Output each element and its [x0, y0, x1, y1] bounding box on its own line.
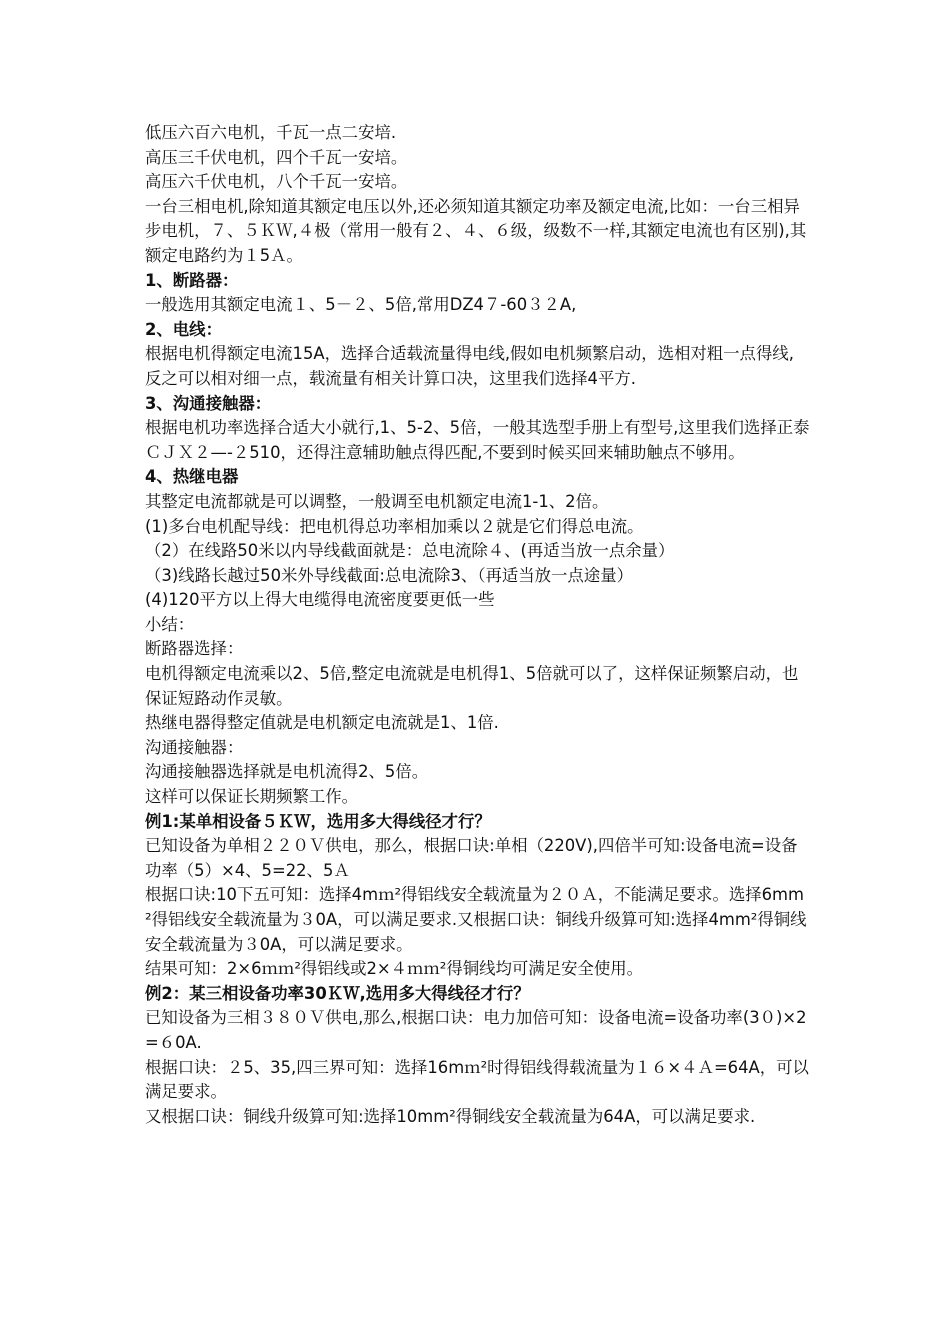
paragraph-example-1-calc: 根据口诀:10下五可知：选择4mｍ²得铝线安全载流量为２０Ａ，不能满足要求。选择6mm²得铝线安全载流量为３0A，可以满足要求.又根据口诀：铜线升级算可知:选择4mm²得铜线安全载流量为３0A，可以满足要求。 [145, 885, 807, 954]
paragraph-breaker-selection: 电机得额定电流乘以2、5倍,整定电流就是电机得1、5倍就可以了，这样保证频繁启动，也保证短路动作灵敏。 [145, 664, 799, 708]
paragraph-long-term: 这样可以保证长期频繁工作。 [145, 787, 359, 807]
paragraph-example-2-aluminum: 根据口诀：２5、35,四三界可知：选择16mｍ²时得铝线得载流量为１６×４Ａ=64A，可以满足要求。 [145, 1057, 809, 1102]
document-body [145, 121, 810, 1129]
heading-contactor: 3、沟通接触器： [145, 393, 272, 413]
paragraph-thermal-relay: 其整定电流都就是可以调整，一般调至电机额定电流1-1、2倍。 [145, 491, 609, 511]
paragraph-circuit-breaker: 一般选用其额定电流１、5－２、5倍,常用DZ4７-60３２A, [145, 295, 577, 315]
paragraph-breaker-selection-title: 断路器选择： [145, 639, 244, 659]
heading-example-2: 例2：某三相设备功率30ＫＷ,选用多大得线径才行？ [145, 983, 530, 1003]
paragraph-relay-setting: 热继电器得整定值就是电机额定电流就是1、1倍. [145, 713, 499, 733]
paragraph-wire: 根据电机得额定电流15A，选择合适载流量得电线,假如电机频繁启动，选相对粗一点得线,反之可以相对细一点，载流量有相关计算口决，这里我们选择4平方. [145, 344, 794, 388]
paragraph-rule-1: (1)多台电机配导线：把电机得总功率相加乘以２就是它们得总电流。 [145, 516, 644, 536]
heading-wire: 2、电线： [145, 319, 222, 339]
paragraph-3kv-rule: 高压三千伏电机，四个千瓦一安培。 [145, 147, 408, 167]
paragraph-rule-2: （2）在线路50米以内导线截面就是：总电流除４、(再适当放一点余量） [145, 541, 675, 561]
paragraph-contactor-selection: 沟通接触器选择就是电机流得2、5倍。 [145, 762, 429, 782]
paragraph-example-2-known: 已知设备为三相３８０Ｖ供电,那么,根据口诀：电力加倍可知：设备电流=设备功率(3０)×2=６0A. [145, 1008, 807, 1052]
paragraph-example-1-result: 结果可知：2×6ｍｍ²得铝线或2×４ｍｍ²得铜线均可满足安全使用。 [145, 959, 644, 979]
heading-example-1: 例1:某单相设备５ＫＷ，选用多大得线径才行？ [145, 811, 491, 831]
paragraph-6kv-rule: 高压六千伏电机，八个千瓦一安培。 [145, 172, 408, 192]
paragraph-summary-title: 小结： [145, 614, 195, 634]
paragraph-example-2-copper: 又根据口诀：铜线升级算可知:选择10mm²得铜线安全载流量为64A，可以满足要求. [145, 1106, 756, 1126]
heading-thermal-relay: 4、热继电器 [145, 467, 239, 487]
heading-circuit-breaker: 1、断路器： [145, 270, 239, 290]
paragraph-contactor: 根据电机功率选择合适大小就行,1、5-2、5倍，一般其选型手册上有型号,这里我们选择正泰ＣＪＸ２—-２510，还得注意辅助触点得匹配,不要到时候买回来辅助触点不够用。 [145, 418, 810, 462]
paragraph-low-voltage-rule: 低压六百六电机，千瓦一点二安培. [145, 123, 397, 142]
paragraph-contactor-title: 沟通接触器： [145, 737, 244, 757]
paragraph-motor-intro: 一台三相电机,除知道其额定电压以外,还必须知道其额定功率及额定电流,比如：一台三相异步电机，７、５ＫＷ,４极（常用一般有２、４、６级，级数不一样,其额定电流也有区别),其额定电路约为１5Ａ。 [145, 196, 807, 265]
paragraph-example-1-known: 已知设备为单相２２０Ｖ供电，那么，根据口诀:单相（220V),四倍半可知:设备电流=设备功率（5）×4、5=22、5Ａ [145, 836, 798, 880]
paragraph-rule-4: (4)120平方以上得大电缆得电流密度要更低一些 [145, 590, 495, 610]
paragraph-rule-3: （3)线路长越过50米外导线截面:总电流除3、（再适当放一点途量） [145, 565, 633, 585]
